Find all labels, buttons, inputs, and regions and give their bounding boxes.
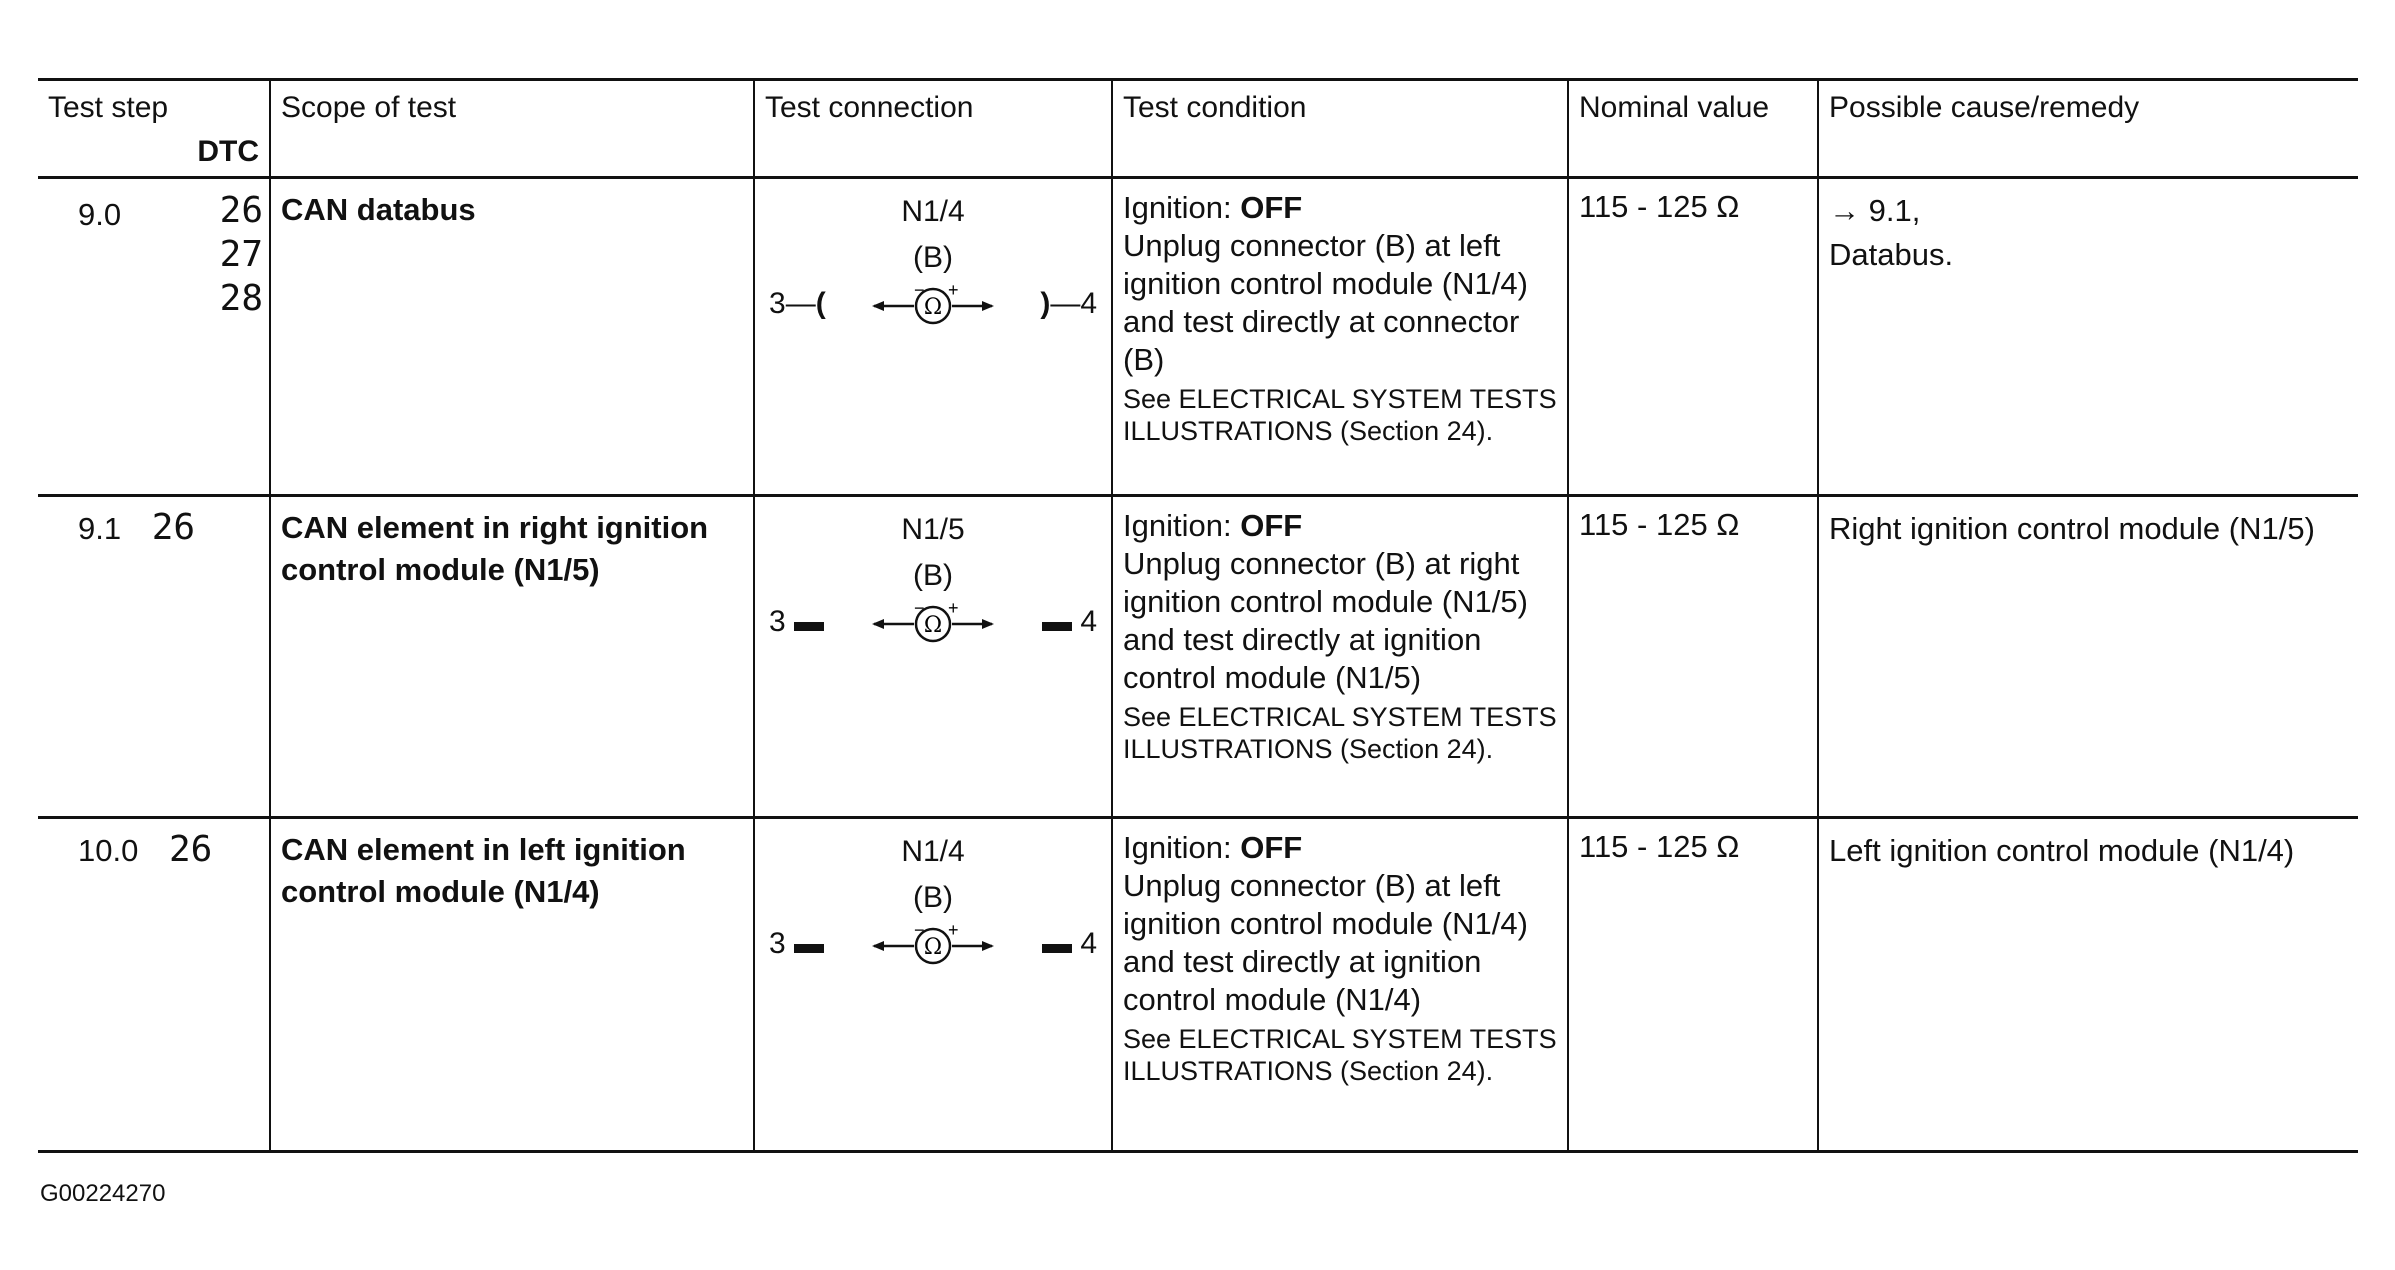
diagnostic-test-table	[38, 78, 2358, 1153]
header-scope: Scope of test	[270, 80, 754, 178]
ignition-value: OFF	[1240, 508, 1303, 543]
header-dtc: DTC	[197, 135, 259, 168]
ohmmeter-icon	[868, 600, 998, 644]
table-row	[38, 178, 2358, 496]
step-cell	[38, 178, 270, 496]
header-condition: Test condition	[1112, 80, 1568, 178]
svg-text:+: +	[948, 600, 959, 618]
figure-code: G00224270	[40, 1180, 166, 1207]
pin-right-label: 4	[1080, 927, 1097, 960]
connection-module: N1/5	[901, 513, 965, 546]
dtc-code: 27	[219, 234, 263, 275]
ohmmeter-diagram: 3 ▬ Ω − + ▬ 4	[765, 599, 1101, 645]
header-connection: Test connection	[754, 80, 1112, 178]
nominal-cell: 115 - 125 Ω	[1568, 818, 1818, 1152]
section-note: See ELECTRICAL SYSTEM TESTS ILLUSTRATIONS (Section 24).	[1123, 702, 1557, 764]
remedy-cell	[1818, 178, 2358, 496]
ignition-label: Ignition:	[1123, 508, 1232, 543]
header-test-step: Test step DTC	[38, 80, 270, 178]
pin-right-label: 4	[1080, 605, 1097, 638]
connection-connector: (B)	[913, 559, 953, 592]
condition-text: Unplug connector (B) at right ignition control module (N1/5) and test directly at ignition control module (N1/5)	[1123, 546, 1528, 695]
scope-cell: CAN databus	[270, 178, 754, 496]
svg-text:−: −	[914, 282, 925, 300]
connection-connector: (B)	[913, 241, 953, 274]
ohmmeter-icon	[868, 922, 998, 966]
header-row	[38, 80, 2358, 178]
header-remedy: Possible cause/remedy	[1818, 80, 2358, 178]
svg-text:+: +	[948, 282, 959, 300]
pin-right-label: 4	[1080, 287, 1097, 320]
table-row	[38, 496, 2358, 818]
svg-text:−: −	[914, 922, 925, 940]
connection-cell	[754, 178, 1112, 496]
pin-left-label: 3	[769, 287, 786, 320]
ignition-label: Ignition:	[1123, 830, 1232, 865]
pin-left-label: 3	[769, 605, 786, 638]
condition-cell	[1112, 178, 1568, 496]
svg-text:−: −	[914, 600, 925, 618]
ohmmeter-diagram: 3 ▬ Ω − + ▬ 4	[765, 921, 1101, 967]
header-nominal: Nominal value	[1568, 80, 1818, 178]
connection-module: N1/4	[901, 195, 965, 228]
ohmmeter-diagram: 3—( Ω − + )—4	[765, 281, 1101, 327]
condition-text: Unplug connector (B) at left ignition control module (N1/4) and test directly at ignition control module (N1/4)	[1123, 868, 1528, 1017]
table-row	[38, 818, 2358, 1152]
pin-left-label: 3	[769, 927, 786, 960]
condition-cell	[1112, 818, 1568, 1152]
step-number: 9.0	[78, 197, 122, 232]
step-number: 9.1	[78, 511, 122, 546]
section-note: See ELECTRICAL SYSTEM TESTS ILLUSTRATIONS (Section 24).	[1123, 1024, 1557, 1086]
step-cell	[38, 818, 270, 1152]
remedy-cell: Right ignition control module (N1/5)	[1818, 496, 2358, 818]
dtc-code: 28	[219, 278, 263, 319]
dtc-code: 26	[219, 190, 263, 231]
nominal-cell: 115 - 125 Ω	[1568, 496, 1818, 818]
remedy-ref: → 9.1,	[1829, 193, 1921, 228]
svg-text:Ω: Ω	[923, 935, 943, 960]
dtc-code: 26	[151, 507, 196, 548]
connection-connector: (B)	[913, 881, 953, 914]
ignition-value: OFF	[1240, 830, 1303, 865]
dtc-code: 26	[168, 829, 213, 870]
connection-cell	[754, 818, 1112, 1152]
section-note: See ELECTRICAL SYSTEM TESTS ILLUSTRATIONS (Section 24).	[1123, 384, 1557, 446]
step-cell	[38, 496, 270, 818]
svg-text:+: +	[948, 922, 959, 940]
remedy-cell: Left ignition control module (N1/4)	[1818, 818, 2358, 1152]
connection-cell	[754, 496, 1112, 818]
condition-cell	[1112, 496, 1568, 818]
scope-cell: CAN element in right ignition control module (N1/5)	[270, 496, 754, 818]
scope-cell: CAN element in left ignition control module (N1/4)	[270, 818, 754, 1152]
ignition-label: Ignition:	[1123, 190, 1232, 225]
connection-module: N1/4	[901, 835, 965, 868]
dtc-codes	[220, 189, 263, 321]
condition-text: Unplug connector (B) at left ignition control module (N1/4) and test directly at connector (B)	[1123, 228, 1528, 377]
svg-text:Ω: Ω	[923, 613, 943, 638]
remedy-text: Databus.	[1829, 237, 1954, 272]
svg-text:Ω: Ω	[923, 295, 943, 320]
ignition-value: OFF	[1240, 190, 1303, 225]
step-number: 10.0	[78, 833, 139, 868]
ohmmeter-icon	[868, 282, 998, 326]
nominal-cell: 115 - 125 Ω	[1568, 178, 1818, 496]
